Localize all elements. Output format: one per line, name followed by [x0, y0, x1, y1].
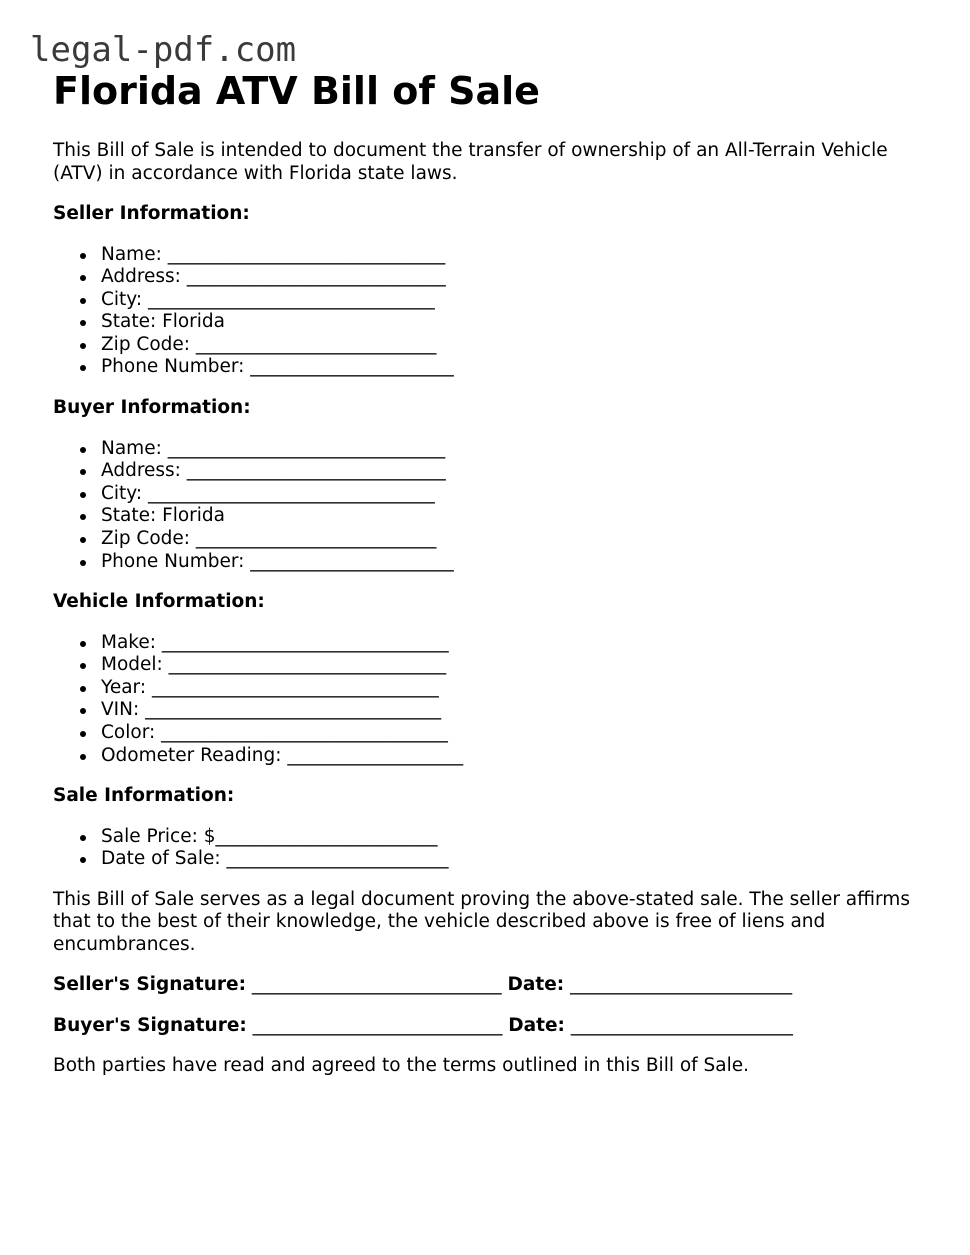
seller-name-field: Name: ______________________________ — [101, 244, 933, 267]
sale-date-field: Date of Sale: ________________________ — [101, 848, 933, 871]
seller-signature-line — [53, 974, 933, 997]
buyer-signature-label: Buyer's Signature: — [53, 1014, 247, 1036]
seller-section-heading: Seller Information: — [53, 203, 250, 224]
vehicle-section-heading: Vehicle Information: — [53, 591, 265, 613]
buyer-phone-field: Phone Number: ______________________ — [101, 551, 933, 574]
vehicle-make-field: Make: _______________________________ — [101, 632, 933, 655]
seller-field-list — [53, 244, 933, 380]
closing-paragraph: Both parties have read and agreed to the terms outlined in this Bill of Sale. — [53, 1055, 750, 1077]
seller-date-label: Date: — [507, 974, 565, 996]
seller-phone-field: Phone Number: ______________________ — [101, 356, 933, 379]
seller-date-blank: ________________________ — [570, 974, 793, 996]
vehicle-odometer-field: Odometer Reading: ___________________ — [101, 745, 933, 768]
sale-field-list — [53, 826, 933, 871]
vehicle-year-field: Year: _______________________________ — [101, 677, 933, 700]
sale-price-field: Sale Price: $________________________ — [101, 826, 933, 849]
seller-state-field: State: Florida — [101, 311, 933, 334]
buyer-address-field: Address: ____________________________ — [101, 460, 933, 483]
buyer-field-list — [53, 438, 933, 574]
buyer-name-field: Name: ______________________________ — [101, 438, 933, 461]
seller-signature-label: Seller's Signature: — [53, 974, 246, 996]
buyer-city-field: City: _______________________________ — [101, 483, 933, 506]
sale-section-heading: Sale Information: — [53, 785, 235, 807]
watermark: legal-pdf.com — [30, 30, 297, 70]
vehicle-model-field: Model: ______________________________ — [101, 654, 933, 677]
page-title: Florida ATV Bill of Sale — [53, 69, 540, 113]
buyer-date-blank: ________________________ — [570, 1014, 793, 1036]
buyer-signature-line — [53, 1015, 933, 1038]
document-body — [53, 66, 933, 1096]
buyer-state-field: State: Florida — [101, 505, 933, 528]
seller-address-field: Address: ____________________________ — [101, 266, 933, 289]
buyer-section-heading: Buyer Information: — [53, 397, 251, 419]
buyer-signature-blank: ___________________________ — [252, 1014, 503, 1036]
vehicle-field-list — [53, 632, 933, 768]
seller-city-field: City: _______________________________ — [101, 289, 933, 312]
seller-signature-blank: ___________________________ — [251, 974, 502, 996]
vehicle-vin-field: VIN: ________________________________ — [101, 699, 933, 722]
statement-paragraph: This Bill of Sale serves as a legal document proving the above-stated sale. The seller affirms that to the best of their knowledge, the vehicle described above is free of liens and encumbrances. — [53, 888, 910, 955]
intro-paragraph: This Bill of Sale is intended to document the transfer of ownership of an All-Terrain Vehicle (ATV) in accordance with Florida state laws. — [53, 140, 888, 184]
vehicle-color-field: Color: _______________________________ — [101, 722, 933, 745]
buyer-zip-field: Zip Code: __________________________ — [101, 528, 933, 551]
buyer-date-label: Date: — [508, 1014, 565, 1036]
seller-zip-field: Zip Code: __________________________ — [101, 334, 933, 357]
